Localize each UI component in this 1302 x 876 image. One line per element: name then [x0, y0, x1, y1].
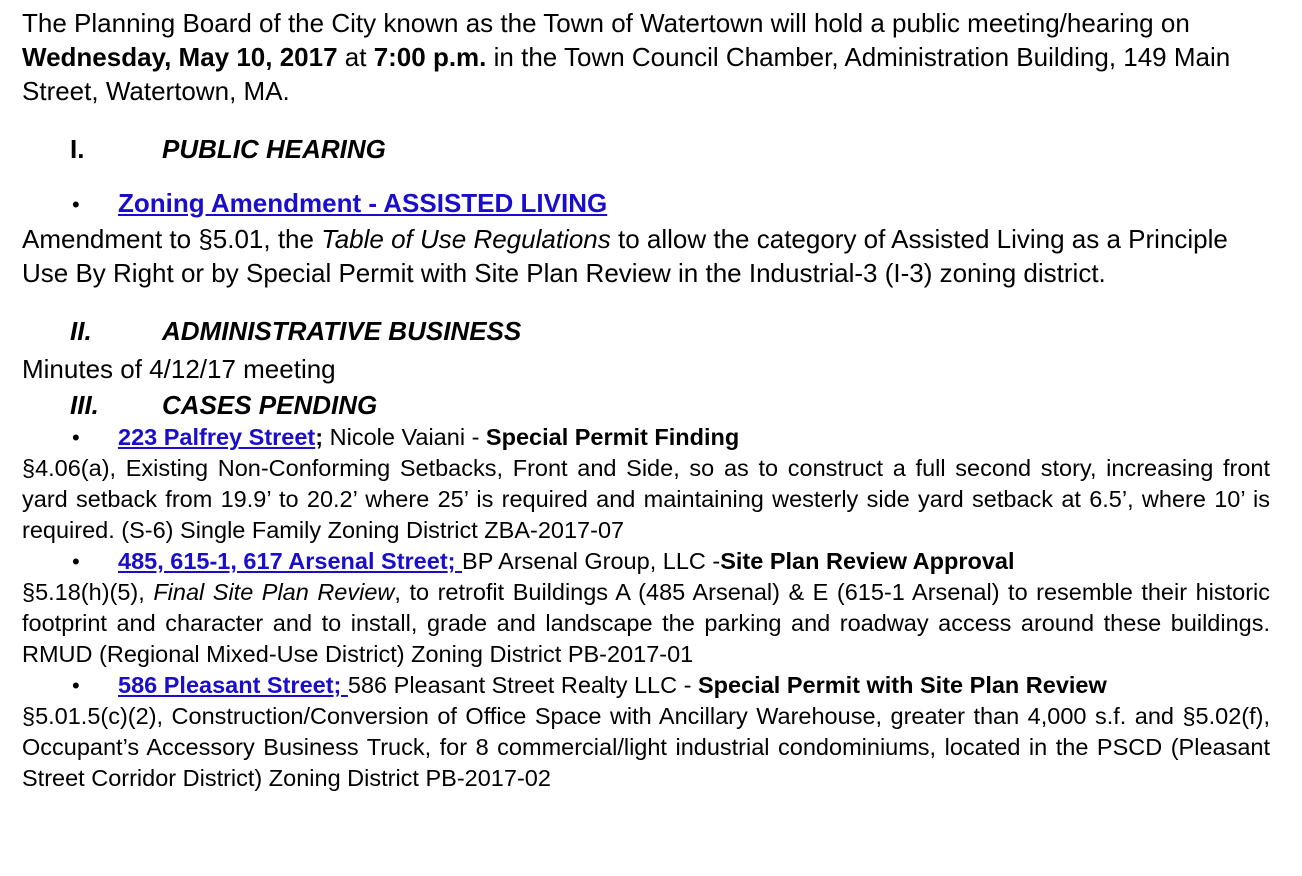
meeting-time: 7:00 p.m. [373, 42, 487, 72]
zoning-amendment-link[interactable]: Zoning Amendment - ASSISTED LIVING [118, 188, 608, 218]
case-action: Special Permit with Site Plan Review [698, 672, 1107, 698]
bullet-icon: • [72, 425, 80, 450]
case-description: §5.01.5(c)(2), Construction/Conversion of Office Space with Ancillary Warehouse, greater than 4,000 s.f. and §5.02(f), Occupant’s Accessory Business Truck, for 8 commercial/light industrial condominiums, located in the PSCD (Pleasant Street Corridor District) Zoning District PB-2017-02 [22, 703, 1270, 791]
section-title: ADMINISTRATIVE BUSINESS [162, 316, 522, 346]
case-action: Site Plan Review Approval [720, 548, 1015, 574]
meeting-date: Wednesday, May 10, 2017 [22, 42, 338, 72]
bullet-icon: • [72, 192, 80, 217]
case-address-link[interactable]: 586 Pleasant Street [118, 672, 334, 698]
section-title: PUBLIC HEARING [162, 134, 386, 164]
bullet-icon: • [72, 549, 80, 574]
minutes-text: Minutes of 4/12/17 meeting [22, 354, 336, 384]
intro-paragraph [22, 6, 1262, 108]
case-item: • 586 Pleasant Street; 586 Pleasant Street Realty LLC - Special Permit with Site Plan Review [22, 670, 1302, 701]
list-item [22, 186, 1302, 222]
case-item: • 485, 615-1, 617 Arsenal Street; BP Arsenal Group, LLC -Site Plan Review Approval [22, 546, 1302, 577]
case-action: Special Permit Finding [485, 424, 740, 450]
section-title: CASES PENDING [162, 390, 378, 420]
section-number: II. [70, 316, 92, 346]
case-address-link[interactable]: 223 Palfrey Street [118, 424, 316, 450]
bullet-icon: • [72, 673, 80, 698]
case-applicant: BP Arsenal Group, LLC - [462, 548, 721, 574]
intro-text: in the Town Council Chamber, Administration Building, 149 Main Street, Watertown, MA. [22, 42, 1231, 106]
case-item: • 223 Palfrey Street; Nicole Vaiani - Special Permit Finding [22, 422, 1302, 453]
section-heading-cases-pending [22, 388, 1302, 422]
section-number: I. [70, 134, 85, 164]
case-address-link[interactable]: 485, 615-1, 617 Arsenal Street [118, 548, 448, 574]
case-applicant: Nicole Vaiani - [329, 424, 486, 450]
section-heading-public-hearing [22, 132, 1302, 166]
amendment-description: Amendment to §5.01, the Table of Use Regulations to allow the category of Assisted Living as a Principle Use By Right or by Special Permit with Site Plan Review in the Industrial-3 (I-3) zoning district. [22, 224, 1228, 288]
section-heading-administrative-business [22, 314, 1302, 348]
case-applicant: 586 Pleasant Street Realty LLC - [347, 672, 698, 698]
intro-text: The Planning Board of the City known as the Town of Watertown will hold a public meeting/hearing on [22, 8, 1190, 38]
intro-text: at [337, 42, 374, 72]
case-description: §5.18(h)(5), Final Site Plan Review, to retrofit Buildings A (485 Arsenal) & E (615-1 Arsenal) to resemble their historic footprint and character and to install, grade and landscape the parking and roadway access around these buildings. RMUD (Regional Mixed-Use District) Zoning District PB-2017-01 [22, 579, 1271, 667]
case-description: §4.06(a), Existing Non-Conforming Setbacks, Front and Side, so as to construct a full second story, increasing front yard setback from 19.9’ to 20.2’ where 25’ is required and maintaining westerly side yard setback at 6.5’, where 10’ is required. (S-6) Single Family Zoning District ZBA-2017-07 [22, 455, 1270, 543]
section-number: III. [70, 390, 99, 420]
